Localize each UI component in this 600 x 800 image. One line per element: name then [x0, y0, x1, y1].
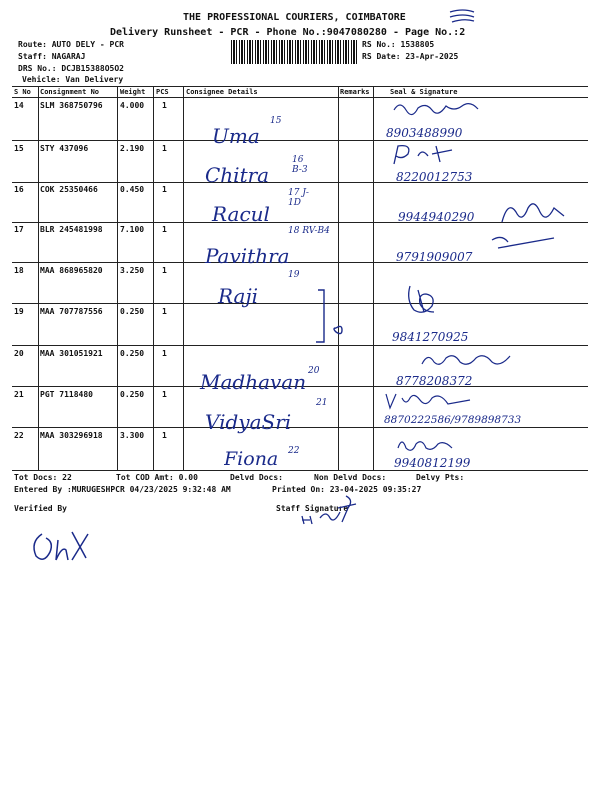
- row-weight: 0.450: [120, 185, 145, 194]
- consignee-note: 21: [316, 398, 328, 408]
- row-pcs: 1: [162, 349, 167, 358]
- row-divider: [12, 140, 588, 141]
- row-sno: 17: [14, 225, 24, 234]
- signature-phone: 8220012753: [396, 170, 473, 184]
- bracket-mark: [312, 286, 348, 346]
- row-consignment: PGT 7118480: [40, 390, 93, 399]
- row-consignment: MAA 707787556: [40, 307, 103, 316]
- row-divider: [12, 303, 588, 304]
- row-pcs: 1: [162, 307, 167, 316]
- row-divider: [12, 345, 588, 346]
- scribble-mark: [448, 8, 478, 24]
- col-header-signature: Seal & Signature: [390, 88, 458, 96]
- non-delivered-docs: Non Delvd Docs:: [314, 473, 387, 482]
- consignee-handwriting: VidyaSri: [205, 410, 292, 434]
- col-header-sno: S No: [14, 88, 31, 96]
- row-divider: [12, 182, 588, 183]
- consignee-handwriting: Raji: [218, 284, 259, 308]
- table-header-border: [12, 97, 588, 98]
- delivery-points: Delvy Pts:: [416, 473, 465, 482]
- printed-on: Printed On: 23-04-2025 09:35:27: [272, 485, 422, 494]
- row-pcs: 1: [162, 101, 167, 110]
- row-divider: [12, 262, 588, 263]
- signature-scribble: [420, 350, 520, 370]
- rs-number: RS No.: 1538805: [362, 40, 435, 49]
- consignee-handwriting: Fiona: [224, 448, 279, 468]
- row-weight: 4.000: [120, 101, 145, 110]
- row-pcs: 1: [162, 225, 167, 234]
- row-pcs: 1: [162, 144, 167, 153]
- consignee-handwriting: Madhavan: [200, 370, 307, 394]
- consignee-note: 17 J-1D: [288, 188, 309, 208]
- consignee-note: 22: [288, 446, 300, 456]
- verified-signature: [28, 520, 92, 566]
- col-divider: [183, 86, 184, 470]
- col-divider: [153, 86, 154, 470]
- staff-label: Staff: NAGARAJ: [18, 52, 86, 61]
- signature-phone: 8870222586/9789898733: [384, 414, 522, 426]
- col-header-weight: Weight: [120, 88, 146, 96]
- consignee-note: 18 RV-B4: [288, 226, 330, 236]
- total-cod-amount: Tot COD Amt: 0.00: [116, 473, 198, 482]
- consignee-note: 15: [270, 116, 282, 126]
- row-consignment: STY 437096: [40, 144, 89, 153]
- signature-scribble: [384, 390, 474, 412]
- rs-date: RS Date: 23-Apr-2025: [362, 52, 459, 61]
- consignee-note: 20: [308, 366, 320, 376]
- col-divider: [338, 86, 339, 470]
- signature-phone: 8903488990: [386, 126, 463, 140]
- col-divider: [117, 86, 118, 470]
- signature-phone: 8778208372: [396, 374, 473, 388]
- col-divider: [38, 86, 39, 470]
- row-pcs: 1: [162, 266, 167, 275]
- row-weight: 2.190: [120, 144, 145, 153]
- row-weight: 3.250: [120, 266, 145, 275]
- signature-scribble: [488, 234, 558, 252]
- row-consignment: MAA 303296918: [40, 431, 103, 440]
- vehicle-label: Vehicle: Van Delivery: [22, 75, 124, 84]
- signature-phone: 9841270925: [392, 330, 469, 344]
- row-consignment: MAA 301051921: [40, 349, 103, 358]
- runsheet-subtitle: Delivery Runsheet - PCR - Phone No.:9047080280 - Page No.:2: [110, 27, 466, 38]
- signature-scribble: [498, 198, 568, 228]
- signature-phone: 9791909007: [396, 250, 473, 264]
- signature-scribble: [396, 436, 456, 454]
- consignee-handwriting: Pavithra: [205, 244, 290, 268]
- row-sno: 22: [14, 431, 24, 440]
- col-header-consignee: Consignee Details: [186, 88, 258, 96]
- table-bottom-border: [12, 470, 588, 471]
- row-consignment: COK 25350466: [40, 185, 98, 194]
- route-label: Route: AUTO DELY - PCR: [18, 40, 124, 49]
- col-header-remarks: Remarks: [340, 88, 370, 96]
- table-top-border: [12, 86, 588, 87]
- row-sno: 19: [14, 307, 24, 316]
- row-sno: 18: [14, 266, 24, 275]
- consignee-handwriting: Uma: [212, 124, 260, 148]
- consignee-handwriting: Chitra: [205, 163, 270, 187]
- signature-scribble: [404, 282, 440, 318]
- barcode-image: [231, 40, 357, 64]
- row-pcs: 1: [162, 185, 167, 194]
- row-consignment: MAA 868965820: [40, 266, 103, 275]
- row-pcs: 1: [162, 390, 167, 399]
- row-weight: 3.300: [120, 431, 145, 440]
- consignee-handwriting: Racul: [212, 202, 270, 226]
- row-pcs: 1: [162, 431, 167, 440]
- row-weight: 0.250: [120, 349, 145, 358]
- signature-scribble: [392, 100, 480, 116]
- signature-phone: 9944940290: [398, 210, 475, 224]
- total-docs: Tot Docs: 22: [14, 473, 72, 482]
- row-sno: 14: [14, 101, 24, 110]
- row-weight: 0.250: [120, 307, 145, 316]
- verified-by-label: Verified By: [14, 504, 67, 513]
- staff-signature: [298, 490, 358, 526]
- row-weight: 0.250: [120, 390, 145, 399]
- col-header-pcs: PCS: [156, 88, 169, 96]
- consignee-note: 16 B-3: [292, 155, 308, 175]
- row-consignment: BLR 245481998: [40, 225, 103, 234]
- row-sno: 21: [14, 390, 24, 399]
- entered-by: Entered By :MURUGESHPCR 04/23/2025 9:32:48 AM: [14, 485, 231, 494]
- row-consignment: SLM 368750796: [40, 101, 103, 110]
- signature-phone: 9940812199: [394, 456, 471, 470]
- row-sno: 20: [14, 349, 24, 358]
- col-divider: [373, 86, 374, 470]
- consignee-note: 19: [288, 270, 300, 280]
- row-weight: 7.100: [120, 225, 145, 234]
- company-title: THE PROFESSIONAL COURIERS, COIMBATORE: [183, 12, 406, 23]
- signature-scribble: [390, 142, 470, 166]
- col-header-consignment: Consignment No: [40, 88, 100, 96]
- row-sno: 16: [14, 185, 24, 194]
- row-divider: [12, 427, 588, 428]
- drs-number: DRS No.: DCJB15388O5O2: [18, 64, 124, 73]
- row-sno: 15: [14, 144, 24, 153]
- staff-signature-label: Staff Signature: [276, 504, 349, 513]
- delivered-docs: Delvd Docs:: [230, 473, 283, 482]
